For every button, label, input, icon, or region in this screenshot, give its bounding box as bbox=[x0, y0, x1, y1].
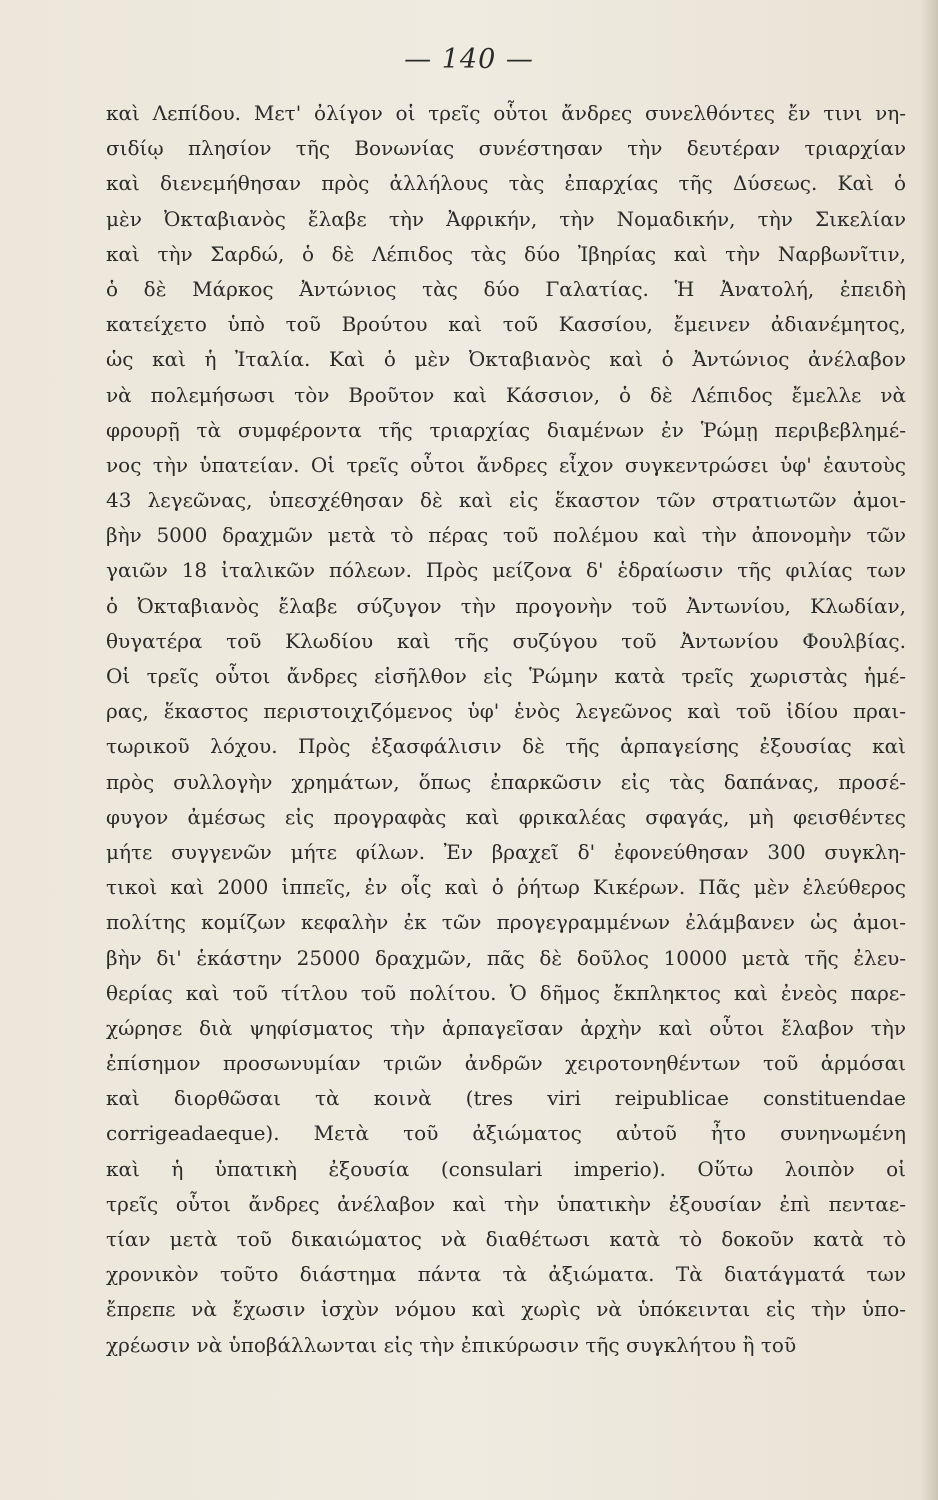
text-line: μὲν Ὀκταβιανὸς ἔλαβε τὴν Ἀφρικήν, τὴν Νομαδικήν, τὴν Σικελίαν bbox=[106, 206, 906, 231]
text-line: ἐπίσημον προσωνυμίαν τριῶν ἀνδρῶν χειροτονηθέντων τοῦ ἁρμόσαι bbox=[106, 1051, 906, 1076]
page-edge-shadow bbox=[920, 0, 938, 1500]
text-line: 43 λεγεῶνας, ὑπεσχέθησαν δὲ καὶ εἰς ἕκαστον τῶν στρατιωτῶν ἀμοι- bbox=[106, 488, 906, 513]
text-line: ρας, ἕκαστος περιστοιχιζόμενος ὑφ' ἑνὸς λεγεῶνος καὶ τοῦ ἰδίου πραι- bbox=[106, 699, 906, 724]
text-line: βὴν δι' ἑκάστην 25000 δραχμῶν, πᾶς δὲ δοῦλος 10000 μετὰ τῆς ἐλευ- bbox=[106, 945, 906, 970]
text-line: ἔπρεπε νὰ ἔχωσιν ἰσχὺν νόμου καὶ χωρὶς νὰ ὑπόκεινται εἰς τὴν ὑπο- bbox=[106, 1297, 906, 1322]
text-line: πρὸς συλλογὴν χρημάτων, ὅπως ἐπαρκῶσιν εἰς τὰς δαπάνας, προσέ- bbox=[106, 769, 906, 794]
text-line: corrigeadaeque). Μετὰ τοῦ ἀξιώματος αὐτοῦ ἦτο συνηνωμένη bbox=[106, 1121, 906, 1146]
text-line: καὶ τὴν Σαρδώ, ὁ δὲ Λέπιδος τὰς δύο Ἰβηρίας καὶ τὴν Ναρβωνῖτιν, bbox=[106, 241, 906, 266]
text-line: χρονικὸν τοῦτο διάστημα πάντα τὰ ἀξιώματα. Τὰ διατάγματά των bbox=[106, 1262, 906, 1287]
text-line: γαιῶν 18 ἰταλικῶν πόλεων. Πρὸς μείζονα δ' ἑδραίωσιν τῆς φιλίας των bbox=[106, 558, 906, 583]
text-line: πολίτης κομίζων κεφαλὴν ἐκ τῶν προγεγραμμένων ἐλάμβανεν ὡς ἀμοι- bbox=[106, 910, 906, 935]
text-line: θερίας καὶ τοῦ τίτλου τοῦ πολίτου. Ὁ δῆμος ἔκπληκτος καὶ ἐνεὸς παρε- bbox=[106, 980, 906, 1005]
text-line: ὁ δὲ Μάρκος Ἀντώνιος τὰς δύο Γαλατίας. Ἡ Ἀνατολή, ἐπειδὴ bbox=[106, 276, 906, 301]
text-line: μήτε συγγενῶν μήτε φίλων. Ἐν βραχεῖ δ' ἐφονεύθησαν 300 συγκλη- bbox=[106, 839, 906, 864]
text-line: ὁ Ὀκταβιανὸς ἔλαβε σύζυγον τὴν προγονὴν τοῦ Ἀντωνίου, Κλωδίαν, bbox=[106, 593, 906, 618]
text-line: Οἱ τρεῖς οὗτοι ἄνδρες εἰσῆλθον εἰς Ῥώμην κατὰ τρεῖς χωριστὰς ἡμέ- bbox=[106, 664, 906, 688]
page-number: — 140 — bbox=[404, 44, 534, 75]
text-line: τωρικοῦ λόχου. Πρὸς ἐξασφάλισιν δὲ τῆς ἁρπαγείσης ἐξουσίας καὶ bbox=[106, 734, 906, 759]
text-line: καὶ Λεπίδου. Μετ' ὀλίγον οἱ τρεῖς οὗτοι ἄνδρες συνελθόντες ἔν τινι νη- bbox=[106, 101, 906, 125]
text-line: τρεῖς οὗτοι ἄνδρες ἀνέλαβον καὶ τὴν ὑπατικὴν ἐξουσίαν ἐπὶ πενταε- bbox=[106, 1191, 906, 1216]
text-line: φυγον ἀμέσως εἰς προγραφὰς καὶ φρικαλέας σφαγάς, μὴ φεισθέντες bbox=[106, 804, 906, 829]
text-line: τικοὶ καὶ 2000 ἱππεῖς, ἐν οἷς καὶ ὁ ῥήτωρ Κικέρων. Πᾶς μὲν ἐλεύθερος bbox=[106, 875, 906, 900]
text-line: κατείχετο ὑπὸ τοῦ Βρούτου καὶ τοῦ Κασσίου, ἔμεινεν ἀδιανέμητος, bbox=[106, 312, 906, 337]
text-line: θυγατέρα τοῦ Κλωδίου καὶ τῆς συζύγου τοῦ Ἀντωνίου Φουλβίας. bbox=[106, 628, 906, 653]
text-line: νὰ πολεμήσωσι τὸν Βροῦτον καὶ Κάσσιον, ὁ δὲ Λέπιδος ἔμελλε νὰ bbox=[106, 382, 906, 407]
text-line: νος τὴν ὑπατείαν. Οἱ τρεῖς οὗτοι ἄνδρες εἶχον συγκεντρώσει ὑφ' ἑαυτοὺς bbox=[106, 452, 906, 477]
text-line: χρέωσιν νὰ ὑποβάλλωνται εἰς τὴν ἐπικύρωσιν τῆς συγκλήτου ἢ τοῦ bbox=[106, 1332, 797, 1357]
text-line: καὶ διενεμήθησαν πρὸς ἀλλήλους τὰς ἐπαρχίας τῆς Δύσεως. Καὶ ὁ bbox=[106, 171, 906, 196]
text-line: φρουρῇ τὰ συμφέροντα τῆς τριαρχίας διαμένων ἐν Ῥώμῃ περιβεβλημέ- bbox=[106, 417, 906, 442]
text-line: σιδίῳ πλησίον τῆς Βονωνίας συνέστησαν τὴν δευτέραν τριαρχίαν bbox=[106, 136, 906, 161]
text-line: βὴν 5000 δραχμῶν μετὰ τὸ πέρας τοῦ πολέμου καὶ τὴν ἀπονομὴν τῶν bbox=[106, 523, 906, 548]
text-line: χώρησε διὰ ψηφίσματος τὴν ἁρπαγεῖσαν ἀρχὴν καὶ οὗτοι ἔλαβον τὴν bbox=[106, 1015, 906, 1040]
text-line: τίαν μετὰ τοῦ δικαιώματος νὰ διαθέτωσι κατὰ τὸ δοκοῦν κατὰ τὸ bbox=[106, 1227, 906, 1251]
text-line: καὶ διορθῶσαι τὰ κοινὰ (tres viri reipublicae constituendae bbox=[106, 1086, 906, 1111]
text-line: ὡς καὶ ἡ Ἰταλία. Καὶ ὁ μὲν Ὀκταβιανὸς καὶ ὁ Ἀντώνιος ἀνέλαβον bbox=[106, 347, 906, 372]
body-text bbox=[106, 96, 906, 1363]
text-line: καὶ ἡ ὑπατικὴ ἐξουσία (consulari imperio). Οὕτω λοιπὸν οἱ bbox=[106, 1156, 906, 1181]
